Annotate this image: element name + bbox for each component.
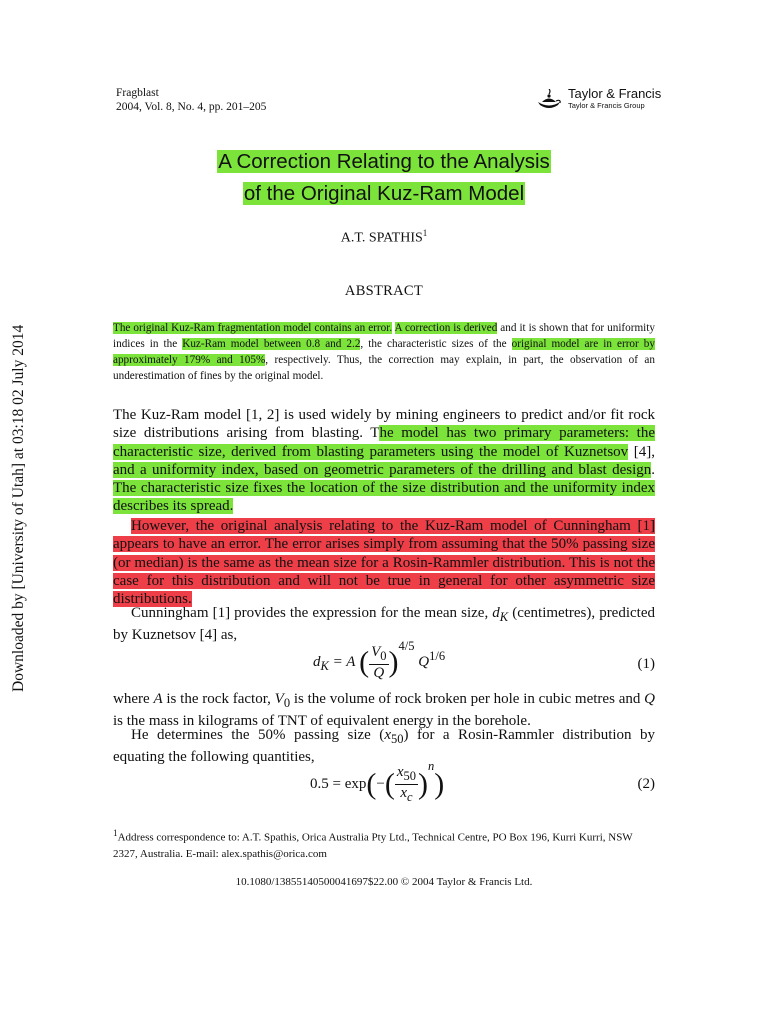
- footnote-text: Address correspondence to: A.T. Spathis, Orica Australia Pty Ltd., Technical Centre, PO Box 196, Kurri Kurri, NSW 2327, Australia. E-mail: alex.spathis@orica.com: [113, 831, 633, 860]
- paragraph-1: [113, 406, 655, 516]
- equation-number: (2): [637, 776, 655, 792]
- highlight-green: he model has two primary parameters: the characteristic size, derived from blasting parameters using the model of Kuznetsov: [113, 425, 655, 460]
- title-line-2: of the Original Kuz-Ram Model: [243, 182, 525, 205]
- journal-citation: 2004, Vol. 8, No. 4, pp. 201–205: [116, 101, 267, 113]
- abstract-heading: ABSTRACT: [344, 283, 424, 299]
- highlight-green: original model are in error by approximately 179% and 105%: [113, 338, 655, 366]
- publisher-logo: [536, 88, 661, 112]
- abstract-fragment: , respectively. Thus, the correction may explain, in part, the observation of an underestimation of fines by the original model.: [113, 354, 655, 382]
- para-fragment: .: [651, 461, 655, 478]
- equation-number: (1): [637, 656, 655, 672]
- math-dk: $d_K$: [492, 605, 509, 624]
- equation-2: 0.5 = exp(−( $\frac{x_{50}}{x_c}$ )$^n$) (2): [310, 758, 655, 804]
- abstract-fragment: , the characteristic sizes of the: [360, 338, 512, 350]
- paper-title: [0, 146, 768, 210]
- download-watermark-text: Downloaded by [University of Utah] at 03:18 02 July 2014: [10, 324, 27, 692]
- para-fragment: Cunningham [1] provides the expression for the mean size,: [131, 605, 493, 621]
- footnote: [113, 825, 655, 862]
- footnote-mark: 1: [113, 828, 118, 838]
- abstract-text: [113, 320, 655, 384]
- highlight-green: The original Kuz-Ram fragmentation model contains an error.: [113, 322, 393, 334]
- publisher-name: Taylor & Francis: [568, 86, 662, 101]
- abstract-fragment: and it is shown that for uniformity indices in the: [113, 322, 655, 350]
- journal-name: Fragblast: [116, 87, 159, 99]
- highlight-green: The characteristic size fixes the location of the size distribution and the uniformity index describes its spread.: [113, 480, 655, 515]
- highlight-red: However, the original analysis relating to the Kuz-Ram model of Cunningham [1] appears to have an error. The error arises simply from assuming that the 50% passing size (or median) is the same as the mean size for a Rosin-Rammler distribution. This is not the case for this distribution and will not be true in general for other asymmetric size distributions.: [113, 518, 655, 608]
- para-fragment: [4],: [628, 443, 655, 460]
- journal-header: [116, 86, 266, 114]
- highlight-green: Kuz-Ram model between 0.8 and 2.2: [182, 338, 361, 350]
- paragraph-5: He determines the 50% passing size $(x_{50})$ for a Rosin-Rammler distribution by equating the following quantities,: [113, 727, 656, 766]
- doi-line: 10.1080/13855140500041697$22.00 © 2004 Taylor & Francis Ltd.: [235, 876, 533, 888]
- paragraph-3: [113, 604, 655, 645]
- highlight-green: A correction is derived: [394, 322, 498, 334]
- author: [0, 228, 768, 247]
- para-fragment: The Kuz-Ram model [1, 2] is used widely by mining engineers to predict and/or fit rock size distributions arising from blasting. T: [113, 407, 655, 442]
- publisher-group: Taylor & Francis Group: [568, 101, 645, 110]
- title-line-1: A Correction Relating to the Analysis: [218, 150, 550, 173]
- paragraph-4: where A is the rock factor, $V_0$ is the volume of rock broken per hole in cubic metres and Q is the mass in kilograms of TNT of equivalent energy in the borehole.: [113, 691, 655, 730]
- oil-lamp-icon: [536, 89, 562, 111]
- para-fragment: (centimetres), predicted by Kuznetsov [4] as,: [113, 605, 655, 644]
- author-footnote-mark: 1: [422, 228, 428, 238]
- equation-1: $d_K = A$ ( $\frac{V_0}{Q}$ )$^{4/5}$ $Q^{1/6}$ (1): [313, 638, 655, 681]
- paragraph-2: [113, 517, 655, 608]
- author-name: A.T. SPATHIS: [340, 230, 423, 246]
- highlight-green: and a uniformity index, based on geometric parameters of the drilling and blast design: [113, 461, 652, 478]
